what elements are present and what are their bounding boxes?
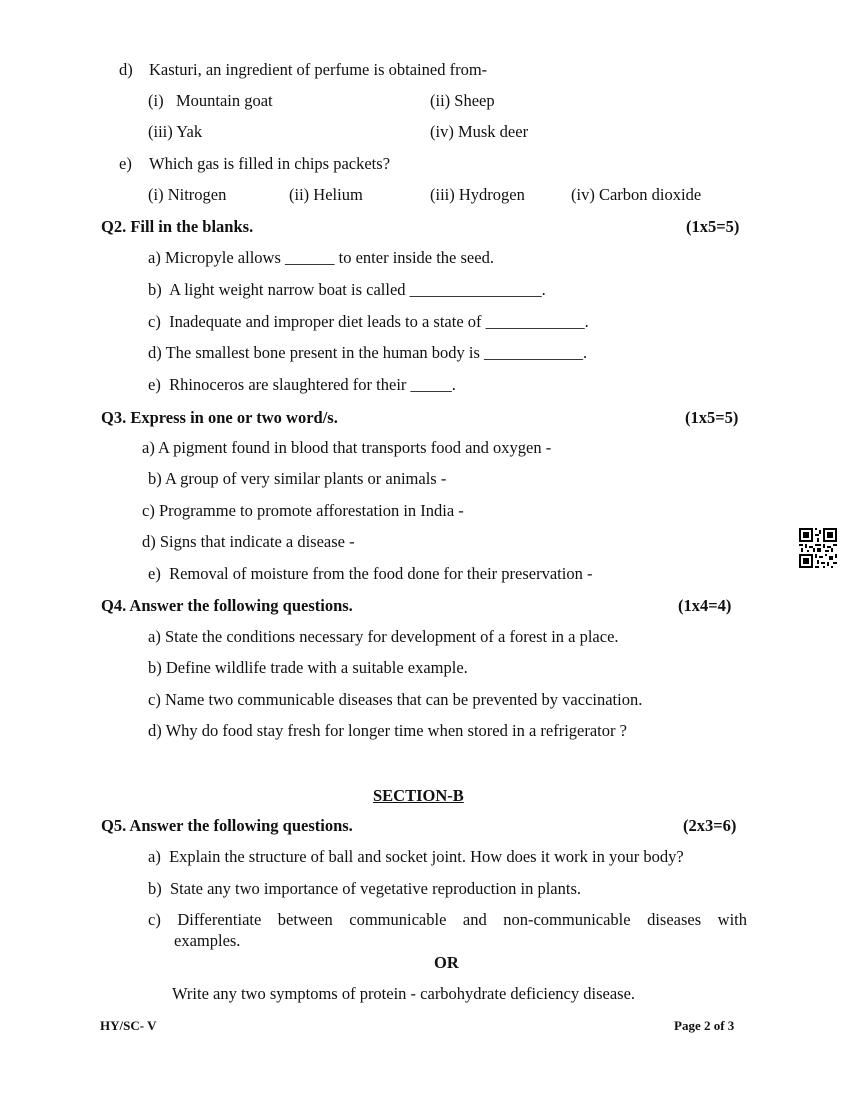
q1-d-label: d) [119, 60, 133, 79]
q5-item-a: a) Explain the structure of ball and socket joint. How does it work in your body? [148, 847, 684, 866]
footer-paper-code: HY/SC- V [100, 1018, 157, 1033]
q1-e-option-3: (iii) Hydrogen [430, 185, 525, 204]
q2-item-b: b) A light weight narrow boat is called ________________. [148, 280, 546, 299]
q5-item-c: c) Differentiate between communicable and non-communicable diseases with [148, 910, 747, 929]
q2-item-a: a) Micropyle allows ______ to enter inside the seed. [148, 248, 494, 267]
q1-e-label: e) [119, 154, 132, 173]
q1-d-option-2: (ii) Sheep [430, 91, 495, 110]
q1-e-option-1: (i) Nitrogen [148, 185, 227, 204]
q1-d-option-3: (iii) Yak [148, 122, 203, 141]
q4-item-a: a) State the conditions necessary for development of a forest in a place. [148, 627, 619, 646]
q1-d-option-1: (i) Mountain goat [148, 91, 273, 110]
q5-marks: (2x3=6) [683, 816, 737, 835]
q3-item-d: d) Signs that indicate a disease - [142, 532, 355, 551]
q3-item-e: e) Removal of moisture from the food done for their preservation - [148, 564, 593, 583]
q5-item-b: b) State any two importance of vegetative reproduction in plants. [148, 879, 581, 898]
q3-item-b: b) A group of very similar plants or animals - [148, 469, 447, 488]
q5-item-c-continued: examples. [174, 931, 241, 950]
q2-item-e: e) Rhinoceros are slaughtered for their _____. [148, 375, 456, 394]
qr-code-image [799, 528, 837, 568]
q1-e-option-2: (ii) Helium [289, 185, 363, 204]
q5-or-item: Write any two symptoms of protein - carbohydrate deficiency disease. [172, 984, 636, 1003]
q4-item-c: c) Name two communicable diseases that can be prevented by vaccination. [148, 690, 643, 709]
q3-item-c: c) Programme to promote afforestation in India - [142, 501, 464, 520]
q3-title: Q3. Express in one or two word/s. [101, 408, 338, 427]
footer-page-number: Page 2 of 3 [674, 1018, 735, 1033]
q4-marks: (1x4=4) [678, 596, 732, 615]
q5-or-label: OR [434, 953, 459, 972]
q3-item-a: a) A pigment found in blood that transports food and oxygen - [142, 438, 552, 457]
q1-d-option-4: (iv) Musk deer [430, 122, 529, 141]
q1-e-question: Which gas is filled in chips packets? [149, 154, 391, 173]
q5-title: Q5. Answer the following questions. [101, 816, 353, 835]
q4-item-d: d) Why do food stay fresh for longer time when stored in a refrigerator ? [148, 721, 627, 740]
q4-item-b: b) Define wildlife trade with a suitable example. [148, 658, 468, 677]
q1-d-question: Kasturi, an ingredient of perfume is obtained from- [149, 60, 488, 79]
q2-marks: (1x5=5) [686, 217, 740, 236]
q2-item-d: d) The smallest bone present in the human body is ____________. [148, 343, 588, 362]
q1-e-option-4: (iv) Carbon dioxide [571, 185, 702, 204]
q3-marks: (1x5=5) [685, 408, 739, 427]
section-b-heading: SECTION-B [373, 786, 464, 805]
q2-item-c: c) Inadequate and improper diet leads to a state of ____________. [148, 312, 589, 331]
q4-title: Q4. Answer the following questions. [101, 596, 353, 615]
q2-title: Q2. Fill in the blanks. [101, 217, 254, 236]
